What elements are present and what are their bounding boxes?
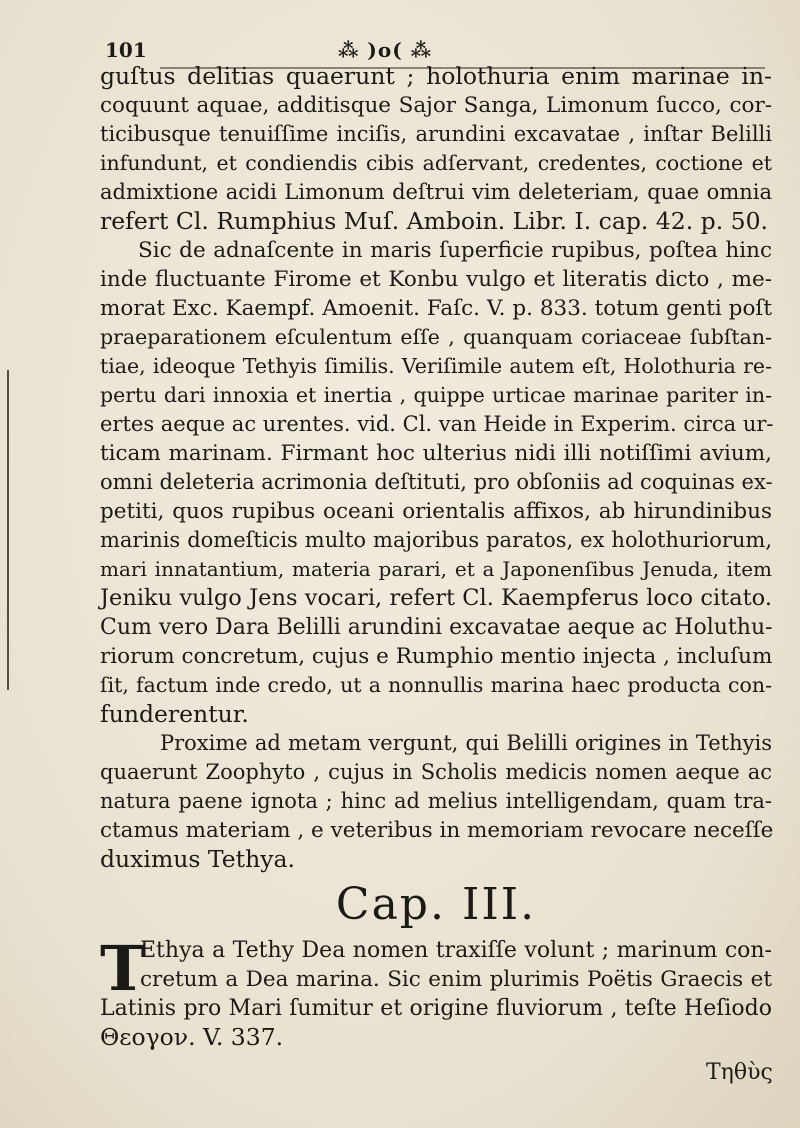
margin-mark (7, 370, 9, 690)
text-line: Ethya a Tethy Dea nomen traxiſſe volunt ; marinum con- (140, 938, 772, 963)
paragraph-3 (100, 729, 772, 874)
text-line: funderentur. (100, 700, 249, 728)
text-line: pertu dari innoxia et inertia , quippe urticae marinae pariter in- (100, 383, 772, 407)
text-line: omni deleteria acrimonia deſtituti, pro obſoniis ad coquinas ex- (100, 470, 773, 494)
text-line: ertes aeque ac urentes. vid. Cl. van Heide in Experim. circa ur- (100, 412, 774, 436)
text-line: guſtus delitias quaerunt ; holothuria enim marinae in- (100, 62, 772, 90)
text-line: morat Exc. Kaempf. Amoenit. Faſc. V. p. 833. totum genti poſt (100, 296, 772, 321)
paragraph-2 (100, 236, 772, 729)
text-body (100, 62, 772, 1052)
text-line: cretum a Dea marina. Sic enim plurimis Poëtis Graecis et (140, 967, 772, 992)
text-line: Proxime ad metam vergunt, qui Belilli origines in Tethyis (160, 731, 772, 755)
text-line: Sic de adnaſcente in maris ſuperficie rupibus, poſtea hinc (138, 238, 772, 263)
catchword: Τηθὺς (706, 1060, 773, 1085)
header-ornament: ⁂ )o( ⁂ (338, 38, 433, 62)
text-line: ſit, factum inde credo, ut a nonnullis marina haec producta con- (100, 673, 772, 697)
text-line: ticam marinam. Firmant hoc ulterius nidi illi notiſſimi avium, (100, 441, 772, 466)
text-line: refert Cl. Rumphius Muſ. Amboin. Libr. I. cap. 42. p. 50. (100, 207, 769, 235)
text-line: admixtione acidi Limonum deſtrui vim deleteriam, quae omnia (100, 180, 772, 204)
text-line: mari innatantium, materia parari, et a Japonenſibus Jenuda, item (100, 557, 772, 581)
paragraph-1 (100, 62, 772, 236)
text-line: praeparationem eſculentum eſſe , quanquam coriaceae ſubſtan- (100, 325, 772, 349)
text-line: petiti, quos rupibus oceani orientalis affixos, ab hirundinibus (100, 499, 772, 524)
text-line: Jeniku vulgo Jens vocari, refert Cl. Kaempferus loco citato. (100, 585, 772, 611)
text-line: tiae, ideoque Tethyis ſimilis. Veriſimile autem eſt, Holothuria re- (100, 354, 772, 378)
chapter-title: Cap. III. (335, 879, 537, 930)
text-line: quaerunt Zoophyto , cujus in Scholis medicis nomen aeque ac (100, 760, 772, 784)
text-line: Latinis pro Mari ſumitur et origine fluviorum , teſte Heſiodo (100, 996, 772, 1021)
text-line: inde fluctuante Firome et Konbu vulgo et literatis dicto , me- (100, 267, 772, 292)
text-line: Cum vero Dara Belilli arundini excavatae aeque ac Holuthu- (100, 615, 773, 640)
chapter-opening (100, 932, 772, 1052)
page-number: 101 (105, 38, 147, 62)
text-line: riorum concretum, cujus e Rumphio mentio injecta , incluſum (100, 644, 773, 669)
text-line: natura paene ignota ; hinc ad melius intelligendam, quam tra- (100, 789, 772, 813)
text-line: ticibusque tenuiſſime inciſis, arundini excavatae , inſtar Belilli (100, 122, 772, 146)
text-line: marinis domeſticis multo majoribus paratos, ex holothuriorum, (100, 528, 772, 552)
text-line: coquunt aquae, additisque Sajor Sanga, Limonum ſucco, cor- (100, 93, 772, 118)
text-line: duximus Tethya. (100, 845, 295, 873)
text-line: infundunt, et condiendis cibis adſervant, credentes, coctione et (100, 151, 772, 175)
drop-cap: T (100, 932, 147, 1005)
text-line: Θεογον. V. 337. (100, 1023, 284, 1051)
text-line: ctamus materiam , e veteribus in memoriam revocare neceſſe (100, 818, 774, 843)
